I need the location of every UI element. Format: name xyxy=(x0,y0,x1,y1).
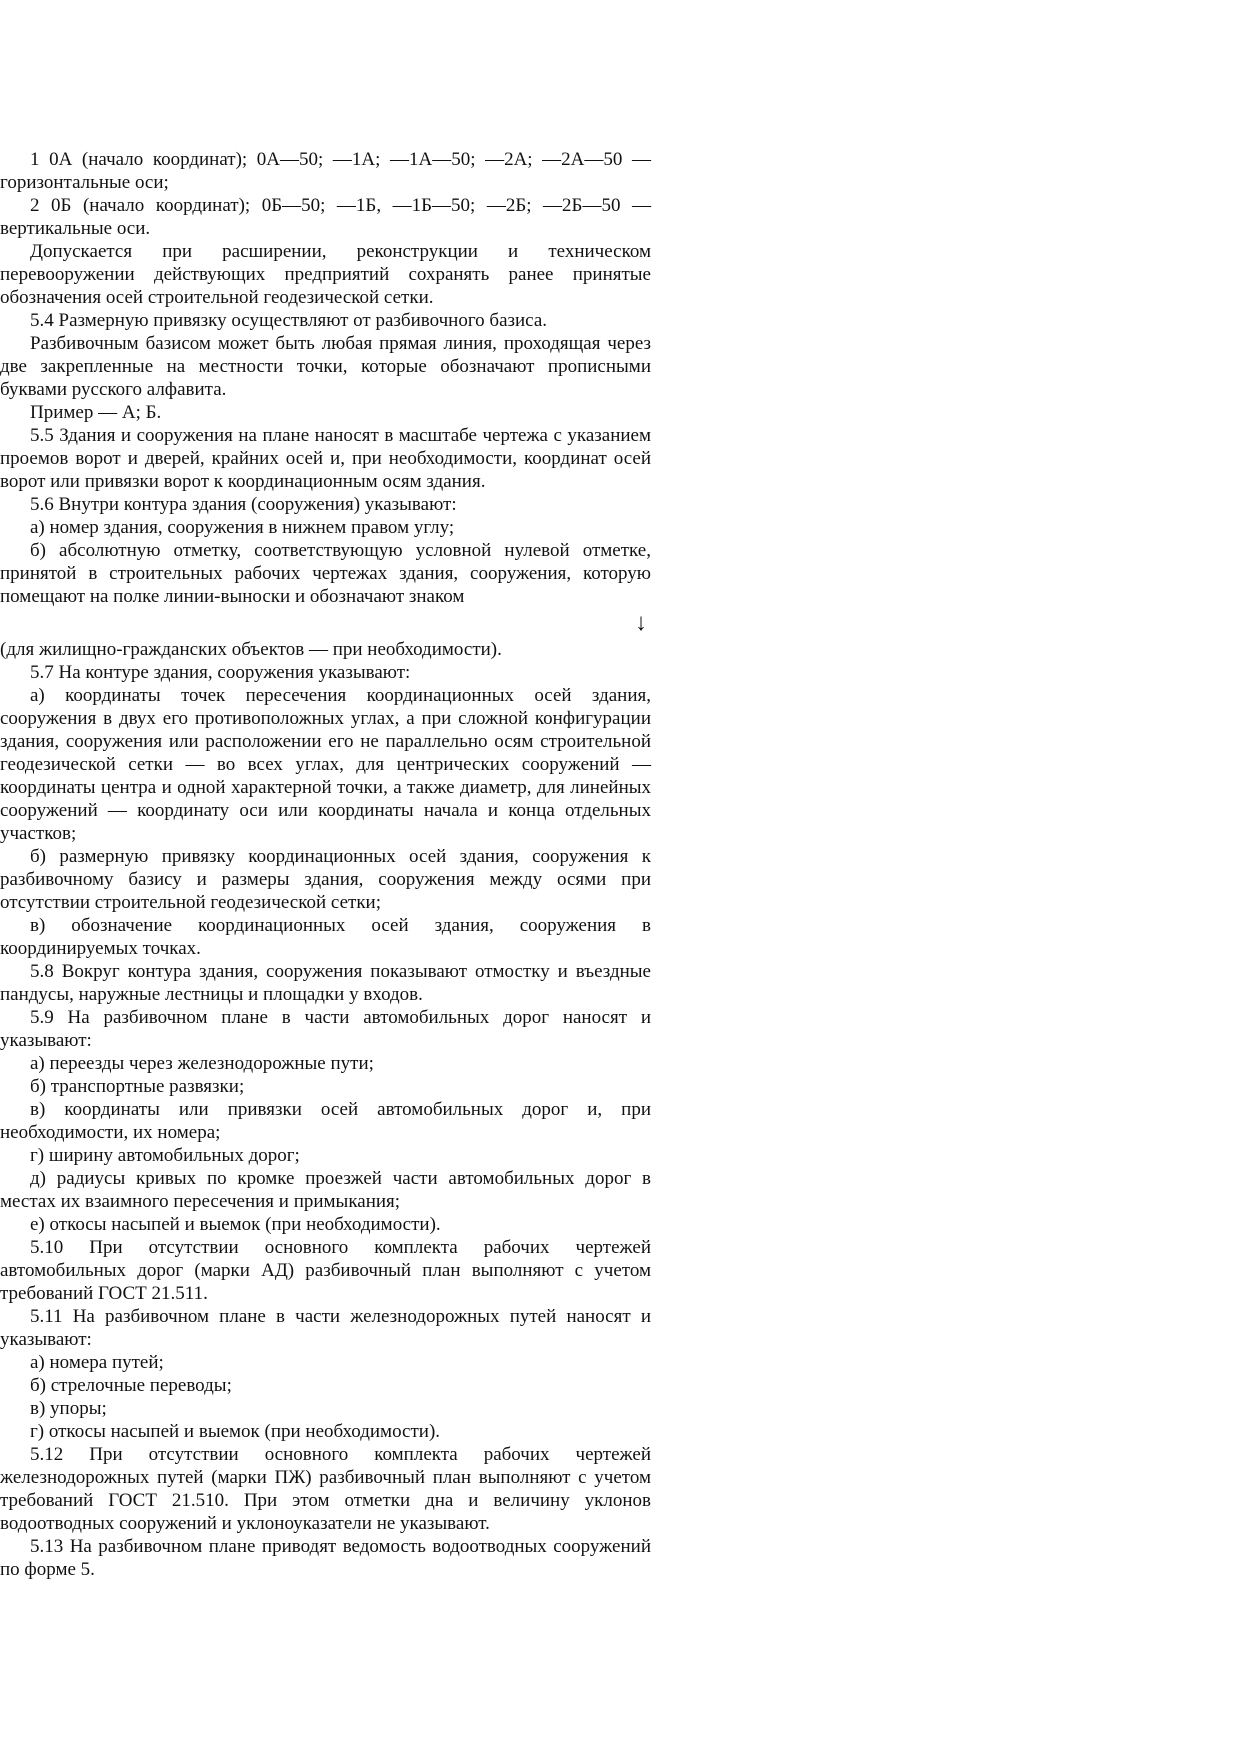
paragraph-5-9-a: а) переезды через железнодорожные пути; xyxy=(30,1053,374,1074)
paragraph-5-6-a: а) номер здания, сооружения в нижнем правом углу; xyxy=(30,517,455,538)
paragraph-5-11-c: в) упоры; xyxy=(30,1398,107,1419)
paragraph-5-11-a: а) номера путей; xyxy=(30,1352,164,1373)
paragraph-5-8: 5.8 Вокруг контура здания, сооружения показывают отмостку и въездные пандусы, наружные лестницы и площадки у входов. xyxy=(0,961,651,1005)
paragraph-5-11-b: б) стрелочные переводы; xyxy=(30,1375,232,1396)
paragraph-5-7: 5.7 На контуре здания, сооружения указывают: xyxy=(30,662,411,683)
paragraph-5-5: 5.5 Здания и сооружения на плане наносят в масштабе чертежа с указанием проемов ворот и дверей, крайних осей и, при необходимости, координат осей ворот или привязки ворот к координационным осям здания. xyxy=(0,425,651,492)
elevation-arrow-icon: ↓ xyxy=(635,610,647,636)
paragraph-5-9-b: б) транспортные развязки; xyxy=(30,1076,245,1097)
paragraph-axis-horizontal: 1 0А (начало координат); 0А—50; —1А; —1А—50; —2А; —2А—50 — горизонтальные оси; xyxy=(0,149,651,193)
paragraph-allowed-designations: Допускается при расширении, реконструкции и техническом перевооружении действующих предприятий сохранять ранее принятые обозначения осей строительной геодезической сетки. xyxy=(0,241,651,308)
paragraph-5-9-c: в) координаты или привязки осей автомобильных дорог и, при необходимости, их номера; xyxy=(0,1099,651,1143)
paragraph-5-7-c: в) обозначение координационных осей здания, сооружения в координируемых точках. xyxy=(0,915,651,959)
paragraph-5-7-a: а) координаты точек пересечения координационных осей здания, сооружения в двух его противоположных углах, а при сложной конфигурации здания, сооружения или расположении его не параллельно осям строительной геодезической сетки — во всех углах, для центрических сооружений — координаты центра и одной характерной точки, а также диаметр, для линейных сооружений — координату оси или координаты начала и конца отдельных участков; xyxy=(0,685,651,844)
paragraph-5-6-b: б) абсолютную отметку, соответствующую условной нулевой отметке, принятой в строительных рабочих чертежах здания, сооружения, которую помещают на полке линии-выноски и обозначают знаком xyxy=(0,540,651,607)
paragraph-5-4: 5.4 Размерную привязку осуществляют от разбивочного базиса. xyxy=(30,310,548,331)
paragraph-5-9-d: г) ширину автомобильных дорог; xyxy=(30,1145,300,1166)
paragraph-5-13: 5.13 На разбивочном плане приводят ведомость водоотводных сооружений по форме 5. xyxy=(0,1536,651,1580)
paragraph-5-10: 5.10 При отсутствии основного комплекта рабочих чертежей автомобильных дорог (марки АД) разбивочный план выполняют с учетом требований ГОСТ 21.511. xyxy=(0,1237,651,1304)
paragraph-5-6-b-continued: (для жилищно-гражданских объектов — при необходимости). xyxy=(0,639,502,660)
paragraph-5-9-e: д) радиусы кривых по кромке проезжей части автомобильных дорог в местах их взаимного пересечения и примыкания; xyxy=(0,1168,651,1212)
paragraph-5-6: 5.6 Внутри контура здания (сооружения) указывают: xyxy=(30,494,457,515)
paragraph-5-9-f: е) откосы насыпей и выемок (при необходимости). xyxy=(30,1214,441,1235)
document-page xyxy=(0,148,651,1581)
paragraph-5-7-b: б) размерную привязку координационных осей здания, сооружения к разбивочному базису и размеры здания, сооружения между осями при отсутствии строительной геодезической сетки; xyxy=(0,846,651,913)
paragraph-5-12: 5.12 При отсутствии основного комплекта рабочих чертежей железнодорожных путей (марки ПЖ) разбивочный план выполняют с учетом требований ГОСТ 21.510. При этом отметки дна и величину уклонов водоотводных сооружений и уклоноуказатели не указывают. xyxy=(0,1444,651,1534)
paragraph-base-line: Разбивочным базисом может быть любая прямая линия, проходящая через две закрепленные на местности точки, которые обозначают прописными буквами русского алфавита. xyxy=(0,333,651,400)
paragraph-5-11: 5.11 На разбивочном плане в части железнодорожных путей наносят и указывают: xyxy=(0,1306,651,1350)
paragraph-axis-vertical: 2 0Б (начало координат); 0Б—50; —1Б, —1Б—50; —2Б; —2Б—50 — вертикальные оси. xyxy=(0,195,651,239)
paragraph-5-9: 5.9 На разбивочном плане в части автомобильных дорог наносят и указывают: xyxy=(0,1007,651,1051)
paragraph-example: Пример — А; Б. xyxy=(30,402,162,423)
paragraph-5-11-d: г) откосы насыпей и выемок (при необходимости). xyxy=(30,1421,441,1442)
